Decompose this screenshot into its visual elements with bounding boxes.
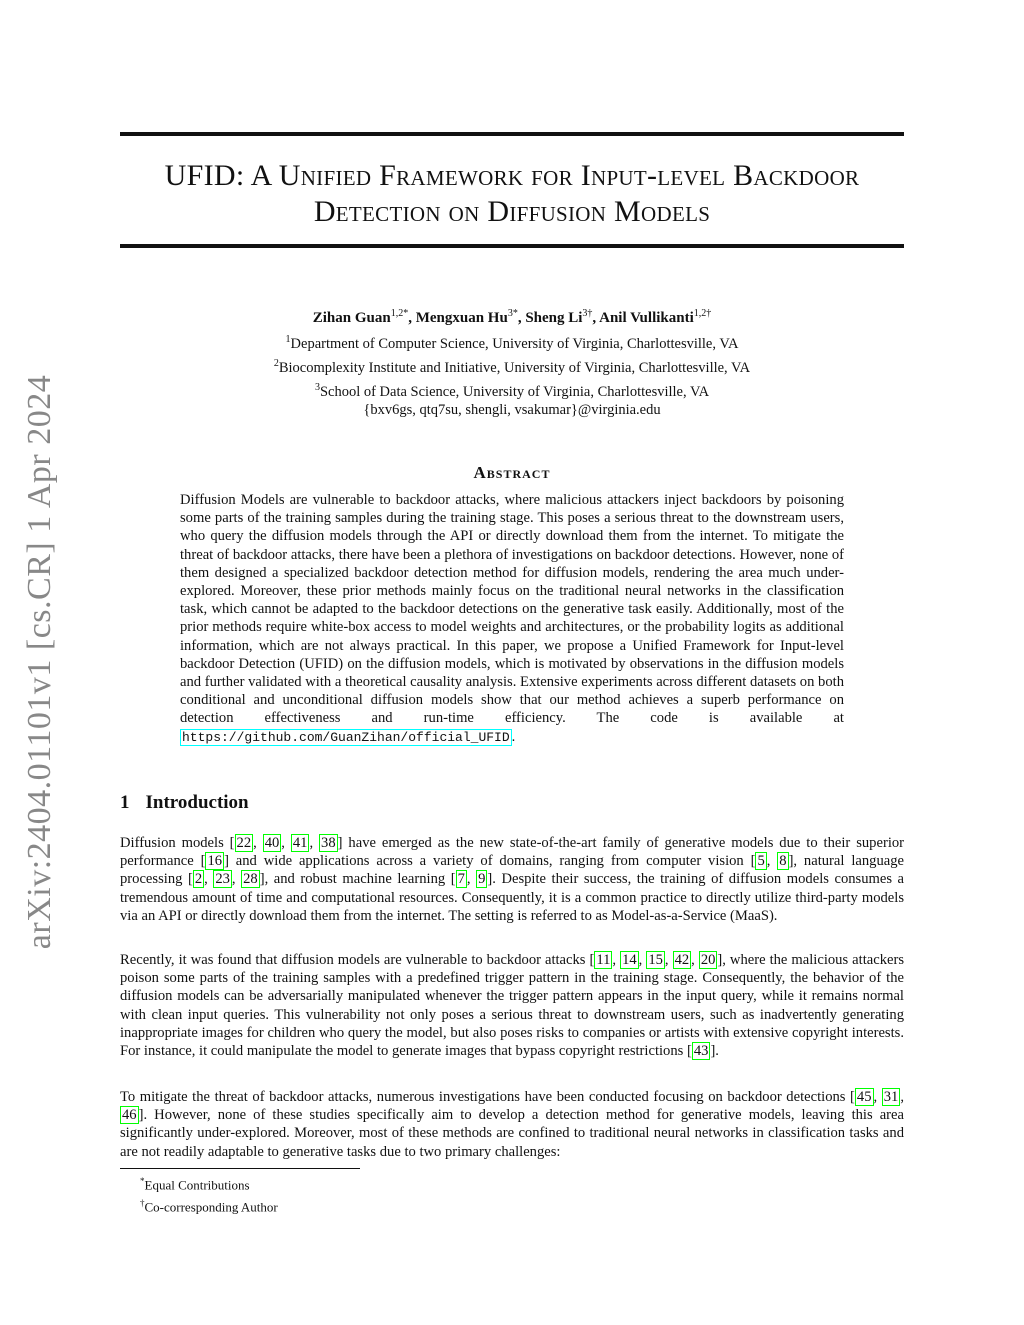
author-emails: {bxv6gs, qtq7su, shengli, vsakumar}@virginia.edu xyxy=(363,402,661,419)
author-name: Mengxuan Hu xyxy=(415,310,508,326)
affiliation-sup: 1 xyxy=(285,334,291,345)
author-sup: 3* xyxy=(507,308,518,319)
author-name: Anil Vullikanti xyxy=(599,310,694,326)
title-line-1: UFID: A Unified Framework for Input-level Backdoor xyxy=(164,159,860,192)
title-bottom-rule xyxy=(120,244,904,248)
abstract-text: Diffusion Models are vulnerable to backdoor attacks, where malicious attackers inject backdoors by poisoning some parts of the training samples during the training stage. This poses a serious threat to the downstream users, who query the diffusion models through the API or directly download them from the internet. To mitigate the threat of backdoor attacks, there have been a plethora of investigations on backdoor detections. However, none of them designed a specialized backdoor detection method for diffusion models, rendering the area much under-explored. Moreover, these prior methods mainly focus on the traditional neural networks in the classification task, which cannot be adapted to the backdoor detections on the generative task easily. Additionally, most of the prior methods require white-box access to model weights and architectures, or the probability logits as additional information, which are not always practical. In this paper, we propose a Unified Framework for Input-level backdoor Detection (UFID) on the diffusion models, which is motivated by observations in the diffusion models and further validated with a theoretical causality analysis. Extensive experiments across different datasets on both conditional and unconditional diffusion models show that our method achieves a superb performance on detection effectiveness and run-time efficiency. The code is available at xyxy=(180,492,844,727)
author-separator: , xyxy=(592,310,600,326)
citation-link[interactable]: 46 xyxy=(122,1107,137,1124)
citation-link[interactable]: 5 xyxy=(757,853,765,870)
footnote-marker: * xyxy=(140,1176,145,1186)
paragraph-text: ]. Despite their success, the training of diffusion models consumes a tremendous amount of time and computational resources. Consequently, it is a common practice to directly utilize third-party models via an API or directly download them from the internet. The setting is referred to as Model-as-a-Service (MaaS). xyxy=(120,871,905,924)
citation-link[interactable]: 45 xyxy=(856,1089,872,1105)
abstract-body xyxy=(180,491,844,747)
paragraph-text: ], where the malicious attackers poison some parts of the training samples with a predefined trigger pattern in the training stage. Consequently, the behavior of the diffusion models can be adversarially manipulated whenever the trigger pattern appears in the input query, while it remains normal with clean input queries. This vulnerability not only poses a serious threat to downstream users, such as inadvertently generating inappropriate images for children who query the model, but also poses risks to companies or artists with extensive copyright interests. For instance, it could manipulate the model to generate images that bypass copyright restrictions [ xyxy=(120,952,905,1060)
footnote xyxy=(140,1194,278,1216)
paragraph-text: , xyxy=(766,853,778,870)
citation-link[interactable]: 15 xyxy=(648,952,663,968)
citation-link[interactable]: 7 xyxy=(457,871,465,888)
paragraph-text: ]. However, none of these studies specifically aim to develop a detection method for generative models, leaving this area significantly under-explored. Moreover, most of these methods are confined to traditional neural networks in classification tasks and are not readily adaptable to generative tasks due to two primary challenges: xyxy=(120,1107,904,1160)
arxiv-identifier: arXiv:2404.01101v1 [cs.CR] 1 Apr 2024 xyxy=(21,374,58,950)
affiliation-2 xyxy=(120,354,904,378)
paragraph-text: , xyxy=(309,835,320,851)
paragraph-text: , xyxy=(281,835,291,851)
paragraph-text: , xyxy=(691,952,699,968)
author-block xyxy=(120,304,904,420)
citation-link[interactable]: 41 xyxy=(292,835,308,851)
author-separator: , xyxy=(517,310,526,326)
affiliation-text: Department of Computer Science, University of Virginia, Charlottesville, VA xyxy=(290,335,739,352)
author-name: Sheng Li xyxy=(525,310,583,326)
affiliation-sup: 3 xyxy=(314,381,320,393)
paragraph-text: Diffusion models [ xyxy=(120,835,235,851)
paragraph-text: ], and robust machine learning [ xyxy=(259,871,456,888)
paragraph-text: ] have emerged as the new state-of-the-art family of generative models due to their superior performance [ xyxy=(120,835,905,870)
author-sup: 1,2* xyxy=(390,308,409,319)
author-sup: 3† xyxy=(582,308,593,319)
section-heading-introduction xyxy=(120,792,249,814)
footnote-text: Co-corresponding Author xyxy=(144,1199,278,1215)
citation-link[interactable]: 22 xyxy=(236,835,252,851)
citation-link[interactable]: 8 xyxy=(779,853,787,870)
affiliation-text: School of Data Science, University of Virginia, Charlottesville, VA xyxy=(319,383,710,400)
affiliation-3 xyxy=(120,378,904,402)
paragraph-text: , xyxy=(204,871,214,888)
paragraph-text: , xyxy=(612,952,621,968)
citation-link[interactable]: 40 xyxy=(264,835,280,851)
title-line-2: Detection on Diffusion Models xyxy=(313,195,711,228)
paragraph-text: , xyxy=(466,871,477,888)
citation-link[interactable]: 23 xyxy=(215,871,230,888)
section-title: Introduction xyxy=(145,792,249,813)
citation-link[interactable]: 9 xyxy=(478,871,486,888)
author-list xyxy=(120,304,904,328)
affiliation-sup: 2 xyxy=(273,357,279,369)
paragraph-text: , xyxy=(231,871,242,888)
citation-link[interactable]: 28 xyxy=(243,871,258,888)
abstract-heading: Abstract xyxy=(473,463,551,482)
footnotes xyxy=(140,1172,278,1217)
citation-link[interactable]: 38 xyxy=(321,835,336,851)
paper-title xyxy=(120,158,904,230)
footnote-text: Equal Contributions xyxy=(144,1177,250,1193)
paragraph-text: Recently, it was found that diffusion models are vulnerable to backdoor attacks [ xyxy=(120,952,595,968)
footnote xyxy=(140,1172,278,1194)
affiliation-text: Biocomplexity Institute and Initiative, University of Virginia, Charlottesville, VA xyxy=(278,359,751,376)
citation-link[interactable]: 20 xyxy=(700,952,716,968)
paragraph-text: ] and wide applications across a variety of domains, ranging from computer vision [ xyxy=(224,853,756,870)
section-number: 1 xyxy=(120,792,130,813)
footnote-marker: † xyxy=(140,1198,145,1209)
paragraph xyxy=(120,951,904,1060)
citation-link[interactable]: 31 xyxy=(883,1089,899,1105)
citation-link[interactable]: 14 xyxy=(622,952,637,968)
title-top-rule xyxy=(120,132,904,136)
citation-link[interactable]: 16 xyxy=(207,853,223,870)
affiliation-1 xyxy=(120,330,904,354)
author-sup: 1,2† xyxy=(693,308,712,319)
author-name: Zihan Guan xyxy=(312,310,391,326)
footnote-divider xyxy=(120,1168,360,1169)
paragraph-text: , xyxy=(638,952,647,968)
paragraph-text: , xyxy=(253,835,263,851)
paragraph xyxy=(120,834,904,925)
citation-link[interactable]: 42 xyxy=(674,952,690,968)
paragraph-text: To mitigate the threat of backdoor attacks, numerous investigations have been conducted focusing on backdoor detections [ xyxy=(120,1089,855,1105)
paragraph-text: , xyxy=(664,952,673,968)
code-repository-link[interactable]: https://github.com/GuanZihan/official_UFID xyxy=(182,729,510,745)
paragraph-text: , xyxy=(873,1089,882,1105)
citation-link[interactable]: 11 xyxy=(596,952,611,968)
citation-link[interactable]: 43 xyxy=(693,1043,709,1060)
paragraph-text: ], natural language processing [ xyxy=(120,853,904,888)
paragraph-text: , xyxy=(900,1089,904,1105)
abstract-text-end: . xyxy=(511,728,516,745)
paragraph xyxy=(120,1088,904,1161)
author-separator: , xyxy=(408,310,416,326)
paragraph-text: ]. xyxy=(710,1043,719,1060)
citation-link[interactable]: 2 xyxy=(194,871,203,888)
